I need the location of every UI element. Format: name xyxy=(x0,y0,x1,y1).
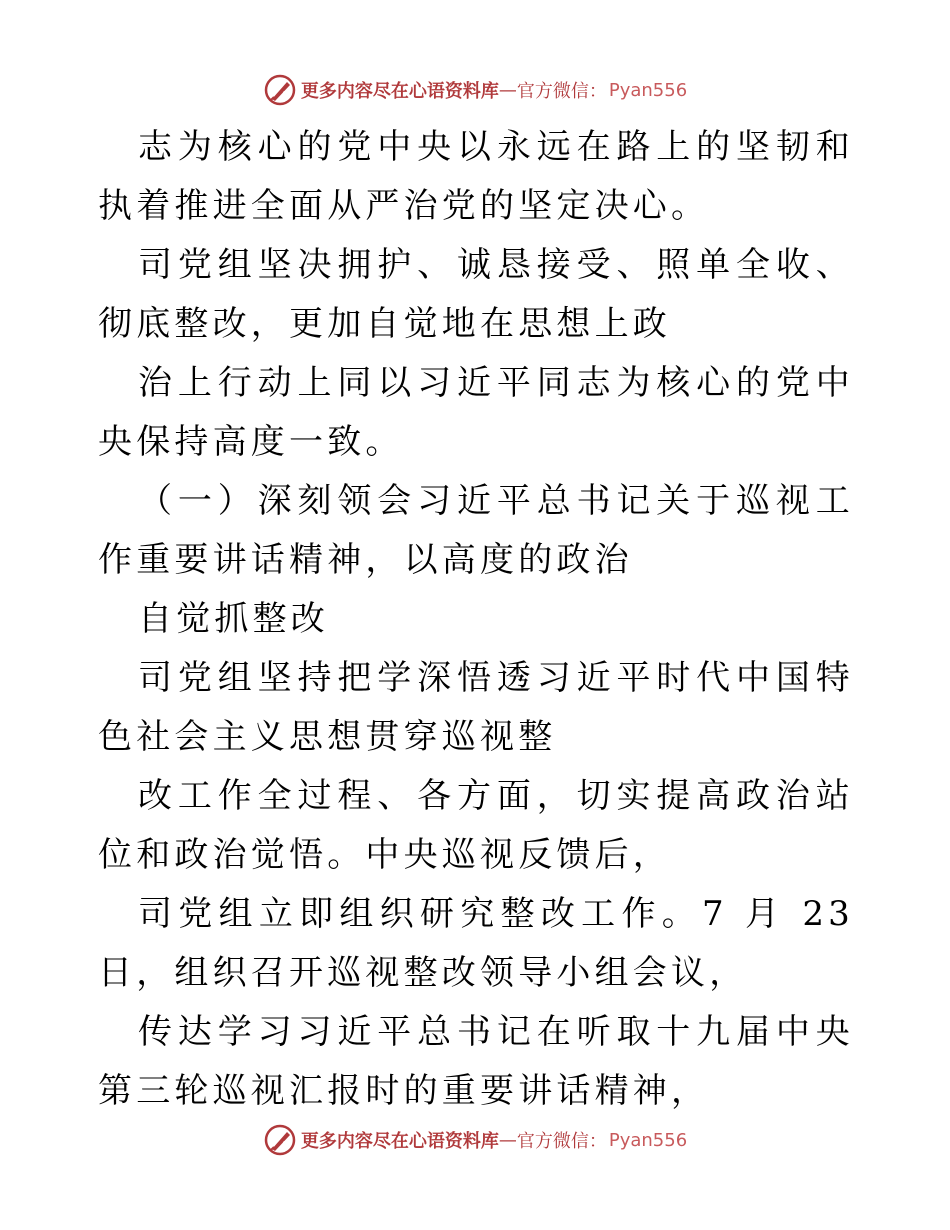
paragraph: （一）深刻领会习近平总书记关于巡视工作重要讲话精神，以高度的政治 xyxy=(98,481,854,580)
paragraph: 治上行动上同以习近平同志为核心的党中央保持高度一致。 xyxy=(98,363,854,462)
footer-watermark xyxy=(0,1120,950,1160)
header-watermark xyxy=(0,70,950,110)
watermark-text: 更多内容尽在心语资料库 xyxy=(300,81,499,102)
watermark-id: Pyan556 xyxy=(608,1129,688,1151)
quill-logo-icon xyxy=(263,73,297,107)
watermark-separator: — xyxy=(498,79,517,101)
watermark-id: Pyan556 xyxy=(608,79,688,101)
watermark-text: 更多内容尽在心语资料库 xyxy=(300,1131,499,1152)
paragraph: 司党组立即组织研究整改工作。7 月 23 日，组织召开巡视整改领导小组会议， xyxy=(98,894,854,993)
watermark-label: 官方微信： xyxy=(516,81,607,102)
paragraph: 志为核心的党中央以永远在路上的坚韧和执着推进全面从严治党的坚定决心。 xyxy=(98,127,854,226)
document-body xyxy=(98,118,854,1121)
paragraph: 司党组坚决拥护、诚恳接受、照单全收、彻底整改，更加自觉地在思想上政 xyxy=(98,245,854,344)
paragraph: 传达学习习近平总书记在听取十九届中央第三轮巡视汇报时的重要讲话精神， xyxy=(98,1012,854,1111)
quill-logo-icon xyxy=(263,1123,297,1157)
paragraph: 司党组坚持把学深悟透习近平时代中国特色社会主义思想贯穿巡视整 xyxy=(98,658,854,757)
watermark-separator: — xyxy=(498,1129,517,1151)
paragraph: 自觉抓整改 xyxy=(138,599,329,639)
watermark-label: 官方微信： xyxy=(516,1131,607,1152)
paragraph: 改工作全过程、各方面，切实提高政治站位和政治觉悟。中央巡视反馈后， xyxy=(98,776,854,875)
